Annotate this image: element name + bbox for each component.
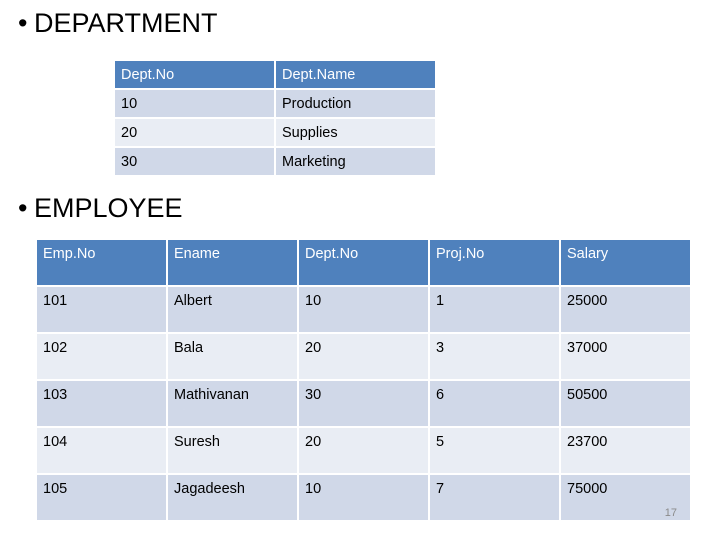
table-cell: 75000 — [560, 474, 691, 521]
table-cell: 3 — [429, 333, 560, 380]
table-cell: 30 — [114, 147, 275, 176]
table-cell: Albert — [167, 286, 298, 333]
column-header-proj-no: Proj.No — [429, 239, 560, 286]
table-cell: 50500 — [560, 380, 691, 427]
column-header-dept-name: Dept.Name — [275, 60, 436, 89]
column-header-emp-no: Emp.No — [36, 239, 167, 286]
table-cell: 105 — [36, 474, 167, 521]
table-cell: Production — [275, 89, 436, 118]
table-cell: 37000 — [560, 333, 691, 380]
table-row — [36, 286, 691, 333]
table-cell: 10 — [114, 89, 275, 118]
table-cell: 7 — [429, 474, 560, 521]
table-row — [36, 427, 691, 474]
bullet-icon: • — [18, 8, 28, 38]
table-row — [114, 118, 436, 147]
table-cell: Bala — [167, 333, 298, 380]
employee-table — [35, 238, 692, 522]
column-header-ename: Ename — [167, 239, 298, 286]
table-cell: Marketing — [275, 147, 436, 176]
table-cell: Suresh — [167, 427, 298, 474]
table-cell: Supplies — [275, 118, 436, 147]
table-cell: 1 — [429, 286, 560, 333]
table-row — [36, 380, 691, 427]
table-row — [36, 333, 691, 380]
bullet-icon: • — [18, 193, 28, 223]
table-cell: 20 — [114, 118, 275, 147]
table-cell: Jagadeesh — [167, 474, 298, 521]
table-cell: 25000 — [560, 286, 691, 333]
table-cell: 23700 — [560, 427, 691, 474]
table-cell: 6 — [429, 380, 560, 427]
table-cell: 5 — [429, 427, 560, 474]
table-cell: 102 — [36, 333, 167, 380]
table-header-row — [114, 60, 436, 89]
table-cell: 30 — [298, 380, 429, 427]
employee-heading-text: EMPLOYEE — [34, 193, 183, 223]
table-cell: 20 — [298, 427, 429, 474]
table-cell: 20 — [298, 333, 429, 380]
table-cell: 101 — [36, 286, 167, 333]
department-heading — [18, 7, 218, 39]
column-header-salary: Salary — [560, 239, 691, 286]
employee-heading — [18, 192, 183, 224]
table-row — [114, 89, 436, 118]
table-cell: 104 — [36, 427, 167, 474]
table-cell: 10 — [298, 474, 429, 521]
table-cell: 103 — [36, 380, 167, 427]
column-header-dept-no: Dept.No — [298, 239, 429, 286]
table-cell: 10 — [298, 286, 429, 333]
table-row — [114, 147, 436, 176]
column-header-dept-no: Dept.No — [114, 60, 275, 89]
table-cell: Mathivanan — [167, 380, 298, 427]
page-number: 17 — [664, 507, 677, 519]
table-header-row — [36, 239, 691, 286]
table-row — [36, 474, 691, 521]
department-table — [113, 59, 437, 177]
department-heading-text: DEPARTMENT — [34, 8, 218, 38]
